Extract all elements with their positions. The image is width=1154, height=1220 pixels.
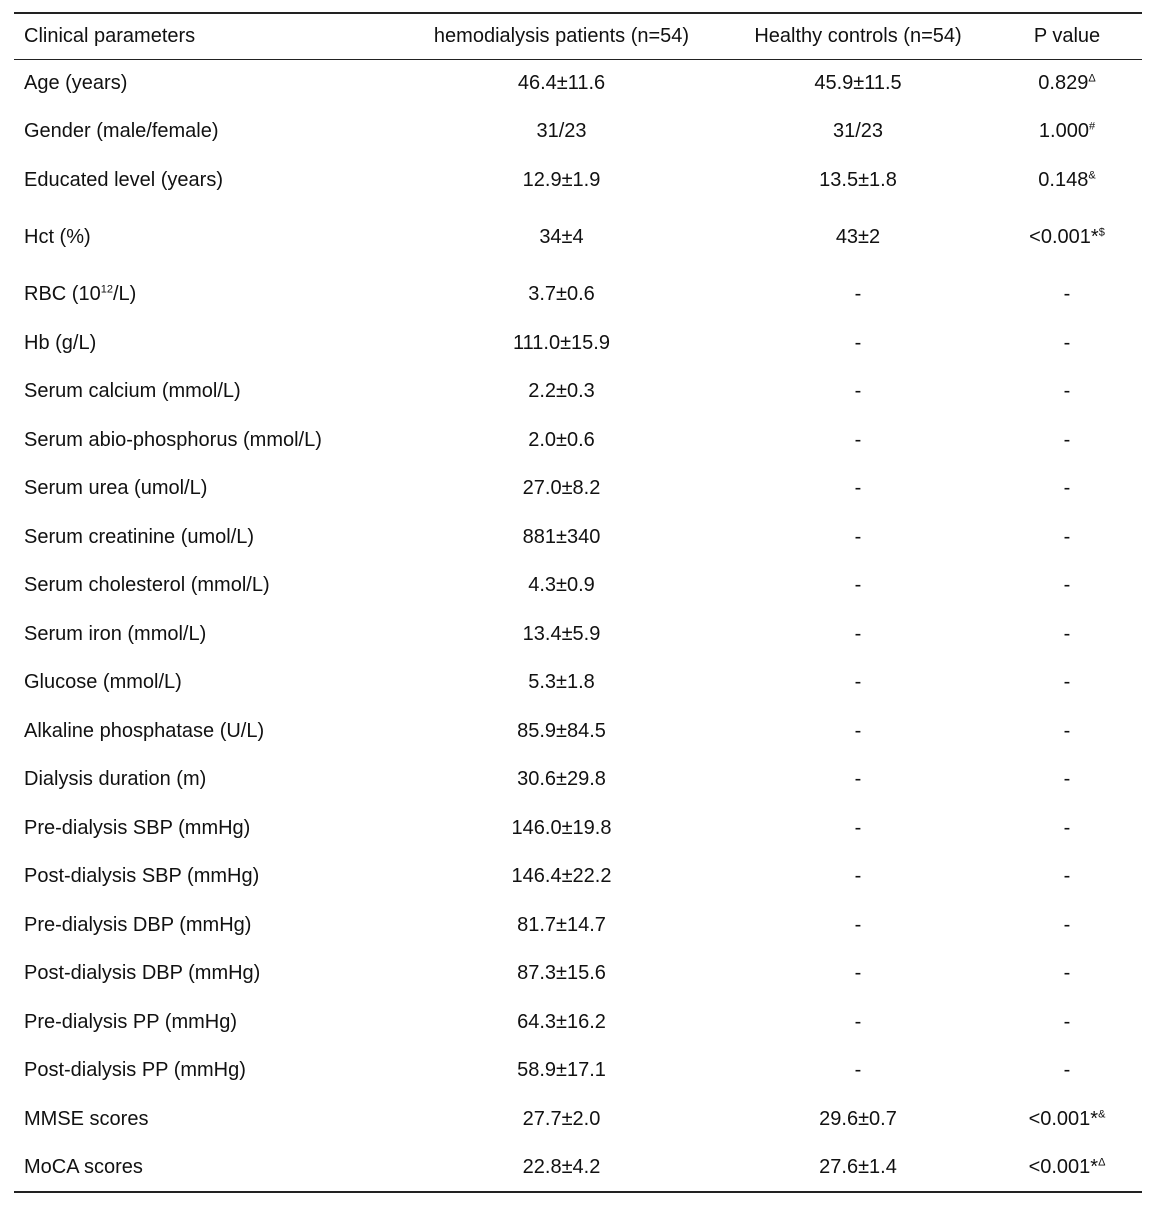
- cell-healthy-controls-value: -: [854, 283, 862, 306]
- cell-healthy-controls-value: -: [854, 331, 862, 354]
- table-body: [14, 59, 1142, 1192]
- cell-parameter: [14, 271, 399, 320]
- cell-healthy-controls-value: -: [854, 962, 862, 985]
- cell-p-value: [992, 659, 1142, 708]
- cell-hemodialysis-value: 4.3±0.9: [528, 574, 595, 597]
- p-value-text: 0.148: [1038, 168, 1089, 191]
- table-row: [14, 901, 1142, 950]
- cell-healthy-controls-value: -: [854, 525, 862, 548]
- cell-parameter: [14, 205, 399, 271]
- header-hemodialysis-patients: hemodialysis patients (n=54): [433, 24, 690, 47]
- parameter-label: Hb (g/L): [24, 331, 97, 354]
- p-value-footnote-mark: &: [1088, 169, 1096, 182]
- table-row: [14, 465, 1142, 514]
- table-row: [14, 205, 1142, 271]
- table-row: [14, 1144, 1142, 1193]
- cell-hemodialysis-value: 111.0±15.9: [513, 331, 610, 354]
- clinical-parameters-table: [14, 12, 1142, 1193]
- table-row: [14, 950, 1142, 999]
- cell-p-value: [992, 271, 1142, 320]
- cell-p-value: [992, 1047, 1142, 1096]
- p-value-text: -: [1063, 816, 1071, 839]
- cell-parameter: [14, 59, 399, 108]
- p-value-text: -: [1063, 574, 1071, 597]
- p-value-text: -: [1063, 865, 1071, 888]
- table-row: [14, 756, 1142, 805]
- cell-hemodialysis-value: 13.4±5.9: [522, 622, 601, 645]
- table-row: [14, 998, 1142, 1047]
- p-value-text: -: [1063, 477, 1071, 500]
- cell-hemodialysis-value: 81.7±14.7: [517, 913, 606, 936]
- p-value-text: -: [1063, 719, 1071, 742]
- parameter-label: Serum abio-phosphorus (mmol/L): [24, 428, 322, 451]
- cell-hemodialysis-value: 27.7±2.0: [522, 1107, 601, 1130]
- parameter-label: Pre-dialysis PP (mmHg): [24, 1010, 237, 1033]
- cell-p-value: [992, 1144, 1142, 1193]
- p-value-text: <0.001*: [1028, 1107, 1099, 1130]
- table-header: [14, 13, 1142, 59]
- cell-healthy-controls-value: -: [854, 1010, 862, 1033]
- cell-p-value: [992, 707, 1142, 756]
- table-row: [14, 804, 1142, 853]
- cell-p-value: [992, 610, 1142, 659]
- header-healthy-controls: Healthy controls (n=54): [754, 24, 962, 47]
- parameter-label: Glucose (mmol/L): [24, 671, 182, 694]
- table-row: [14, 1047, 1142, 1096]
- cell-p-value: [992, 416, 1142, 465]
- cell-parameter: [14, 804, 399, 853]
- cell-parameter: [14, 1047, 399, 1096]
- p-value-text: -: [1063, 671, 1071, 694]
- cell-hemodialysis-value: 146.4±22.2: [511, 865, 612, 888]
- cell-p-value: [992, 562, 1142, 611]
- header-row: [14, 13, 1142, 59]
- p-value-text: 0.829: [1038, 72, 1089, 94]
- p-value-text: <0.001*: [1028, 1155, 1099, 1178]
- parameter-label: Educated level (years): [24, 168, 223, 191]
- cell-parameter: [14, 901, 399, 950]
- cell-parameter: [14, 416, 399, 465]
- cell-healthy-controls-value: -: [854, 671, 862, 694]
- p-value-text: -: [1063, 428, 1071, 451]
- cell-p-value: [992, 804, 1142, 853]
- cell-p-value: [992, 465, 1142, 514]
- cell-hemodialysis-value: 22.8±4.2: [522, 1155, 601, 1178]
- table-row: [14, 610, 1142, 659]
- p-value-footnote-mark: $: [1098, 226, 1105, 239]
- table-row: [14, 319, 1142, 368]
- cell-healthy-controls-value: -: [854, 1059, 862, 1082]
- cell-hemodialysis-value: 3.7±0.6: [528, 283, 595, 306]
- cell-parameter: [14, 108, 399, 157]
- cell-healthy-controls-value: -: [854, 574, 862, 597]
- cell-parameter: [14, 756, 399, 805]
- table-row: [14, 368, 1142, 417]
- cell-healthy-controls-value: 45.9±11.5: [814, 72, 902, 94]
- table-row: [14, 59, 1142, 108]
- p-value-text: -: [1063, 1010, 1071, 1033]
- p-value-text: -: [1063, 962, 1071, 985]
- cell-parameter: [14, 659, 399, 708]
- table-row: [14, 416, 1142, 465]
- cell-p-value: [992, 156, 1142, 205]
- cell-p-value: [992, 853, 1142, 902]
- cell-hemodialysis-value: 31/23: [536, 120, 587, 143]
- cell-healthy-controls-value: -: [854, 380, 862, 403]
- cell-hemodialysis-value: 30.6±29.8: [517, 768, 606, 791]
- cell-parameter: [14, 513, 399, 562]
- parameter-label: Alkaline phosphatase (U/L): [24, 719, 265, 742]
- cell-healthy-controls-value: 31/23: [832, 120, 884, 143]
- parameter-label: Gender (male/female): [24, 120, 219, 143]
- parameter-label: RBC (10: [24, 283, 101, 306]
- cell-p-value: [992, 1095, 1142, 1144]
- cell-p-value: [992, 950, 1142, 999]
- table-row: [14, 1095, 1142, 1144]
- parameter-label: MoCA scores: [24, 1155, 143, 1178]
- cell-p-value: [992, 513, 1142, 562]
- p-value-footnote-mark: Δ: [1088, 72, 1096, 85]
- cell-hemodialysis-value: 2.0±0.6: [528, 428, 595, 451]
- p-value-text: <0.001*: [1029, 226, 1099, 248]
- cell-parameter: [14, 1144, 399, 1193]
- table-row: [14, 853, 1142, 902]
- cell-hemodialysis-value: 27.0±8.2: [522, 477, 601, 500]
- cell-p-value: [992, 108, 1142, 157]
- table-row: [14, 707, 1142, 756]
- table-row: [14, 562, 1142, 611]
- cell-parameter: [14, 853, 399, 902]
- parameter-label: Post-dialysis DBP (mmHg): [24, 962, 261, 985]
- cell-parameter: [14, 465, 399, 514]
- cell-parameter: [14, 156, 399, 205]
- cell-hemodialysis-value: 12.9±1.9: [522, 168, 601, 191]
- p-value-text: -: [1063, 283, 1071, 306]
- clinical-parameters-table-container: [14, 12, 1142, 1193]
- header-clinical-parameters: Clinical parameters: [24, 24, 196, 47]
- cell-parameter: [14, 368, 399, 417]
- cell-parameter: [14, 1095, 399, 1144]
- cell-hemodialysis-value: 881±340: [522, 525, 601, 548]
- cell-parameter: [14, 950, 399, 999]
- cell-hemodialysis-value: 2.2±0.3: [528, 380, 595, 403]
- table-row: [14, 513, 1142, 562]
- cell-p-value: [992, 998, 1142, 1047]
- parameter-label: Serum creatinine (umol/L): [24, 525, 255, 548]
- parameter-suffix: /L): [112, 283, 137, 306]
- cell-healthy-controls-value: -: [854, 865, 862, 888]
- cell-p-value: [992, 205, 1142, 271]
- p-value-text: -: [1063, 380, 1071, 403]
- cell-healthy-controls-value: -: [854, 477, 862, 500]
- parameter-label: Age (years): [24, 72, 128, 94]
- cell-healthy-controls-value: 43±2: [835, 226, 881, 248]
- parameter-label: Post-dialysis SBP (mmHg): [24, 865, 260, 888]
- cell-healthy-controls-value: -: [854, 816, 862, 839]
- table-row: [14, 156, 1142, 205]
- table-row: [14, 108, 1142, 157]
- cell-parameter: [14, 707, 399, 756]
- p-value-footnote-mark: &: [1098, 1108, 1106, 1121]
- cell-hemodialysis-value: 46.4±11.6: [517, 72, 606, 94]
- cell-hemodialysis-value: 87.3±15.6: [517, 962, 606, 985]
- cell-healthy-controls-value: -: [854, 768, 862, 791]
- cell-hemodialysis-value: 5.3±1.8: [528, 671, 595, 694]
- p-value-footnote-mark: Δ: [1098, 1156, 1106, 1169]
- parameter-superscript: 12: [100, 283, 113, 296]
- cell-healthy-controls-value: -: [854, 428, 862, 451]
- cell-p-value: [992, 901, 1142, 950]
- p-value-text: -: [1063, 1059, 1071, 1082]
- cell-healthy-controls-value: -: [854, 622, 862, 645]
- cell-hemodialysis-value: 146.0±19.8: [511, 816, 612, 839]
- parameter-label: Serum urea (umol/L): [24, 477, 208, 500]
- cell-healthy-controls-value: 27.6±1.4: [819, 1155, 897, 1178]
- cell-parameter: [14, 562, 399, 611]
- p-value-text: -: [1063, 622, 1071, 645]
- p-value-text: -: [1063, 331, 1071, 354]
- cell-hemodialysis-value: 64.3±16.2: [517, 1010, 606, 1033]
- parameter-label: MMSE scores: [24, 1107, 149, 1130]
- cell-healthy-controls-value: -: [854, 719, 862, 742]
- p-value-text: 1.000: [1038, 120, 1089, 143]
- parameter-label: Pre-dialysis SBP (mmHg): [24, 816, 251, 839]
- header-p-value: P value: [1033, 24, 1101, 47]
- cell-healthy-controls-value: -: [854, 913, 862, 936]
- table-row: [14, 659, 1142, 708]
- cell-hemodialysis-value: 34±4: [539, 226, 584, 248]
- parameter-label: Pre-dialysis DBP (mmHg): [24, 913, 252, 936]
- p-value-text: -: [1063, 525, 1071, 548]
- cell-parameter: [14, 610, 399, 659]
- cell-hemodialysis-value: 58.9±17.1: [517, 1059, 606, 1082]
- p-value-footnote-mark: #: [1088, 120, 1096, 133]
- cell-parameter: [14, 319, 399, 368]
- cell-p-value: [992, 756, 1142, 805]
- cell-parameter: [14, 998, 399, 1047]
- parameter-label: Dialysis duration (m): [24, 768, 207, 791]
- parameter-label: Serum cholesterol (mmol/L): [24, 574, 270, 597]
- parameter-label: Serum iron (mmol/L): [24, 622, 207, 645]
- p-value-text: -: [1063, 768, 1071, 791]
- p-value-text: -: [1063, 913, 1071, 936]
- cell-healthy-controls-value: 13.5±1.8: [819, 168, 897, 191]
- cell-hemodialysis-value: 85.9±84.5: [517, 719, 606, 742]
- table-row: [14, 271, 1142, 320]
- cell-p-value: [992, 319, 1142, 368]
- parameter-label: Serum calcium (mmol/L): [24, 380, 241, 403]
- cell-p-value: [992, 59, 1142, 108]
- parameter-label: Post-dialysis PP (mmHg): [24, 1059, 246, 1082]
- cell-p-value: [992, 368, 1142, 417]
- cell-healthy-controls-value: 29.6±0.7: [819, 1107, 897, 1130]
- parameter-label: Hct (%): [24, 226, 91, 248]
